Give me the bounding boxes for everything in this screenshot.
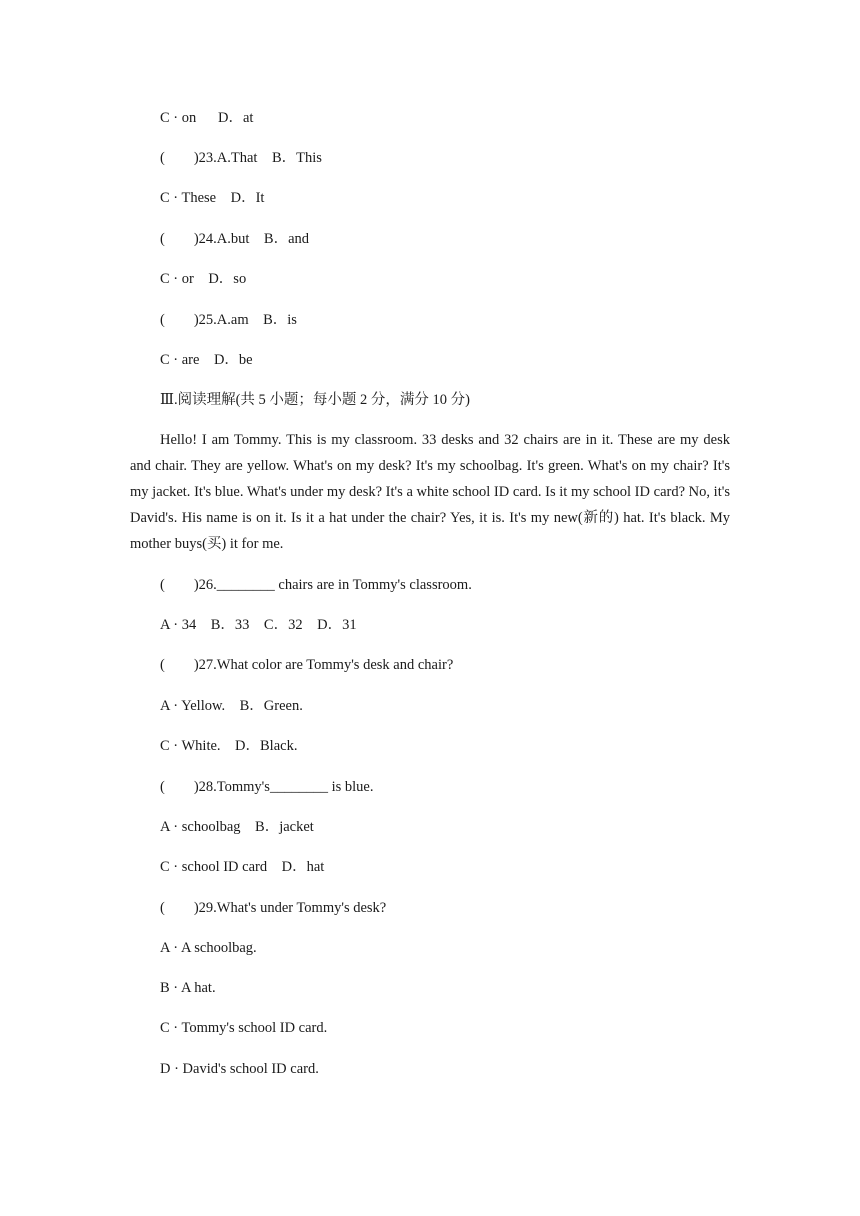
option-line-24cd: C · or D．so	[160, 271, 247, 287]
option-line-23cd: C · These D．It	[160, 190, 265, 206]
options-28-ab: A · schoolbag B．jacket	[160, 819, 314, 835]
reading-passage: Hello! I am Tommy. This is my classroom. 33 desks and 32 chairs are in it. These are my desk and chair. They are yellow. What's on my desk? It's my schoolbag. It's green. What's on my chair? It's my jacket. It's blue. What's under my desk? It's a white school ID card. Is it my school ID card? No, it's David's. His name is on it. Is it a hat under the chair? Yes, it is. It's my new(新的) hat. It's black. My mother buys(买) it for me.	[130, 432, 730, 552]
option-line-25cd: C · are D．be	[160, 352, 253, 368]
option-29-c: C · Tommy's school ID card.	[160, 1020, 328, 1036]
options-26: A · 34 B．33 C．32 D．31	[160, 617, 357, 633]
question-23: ( )23.A.That B．This	[160, 150, 322, 166]
question-26: ( )26.________ chairs are in Tommy's classroom.	[160, 577, 472, 593]
question-27: ( )27.What color are Tommy's desk and chair?	[160, 657, 454, 673]
question-24: ( )24.A.but B．and	[160, 231, 310, 247]
section-heading-reading: Ⅲ.阅读理解(共 5 小题；每小题 2 分，满分 10 分)	[160, 392, 471, 408]
question-25: ( )25.A.am B．is	[160, 312, 297, 328]
question-29: ( )29.What's under Tommy's desk?	[160, 900, 387, 916]
option-29-d: D · David's school ID card.	[160, 1061, 319, 1077]
option-29-a: A · A schoolbag.	[160, 940, 257, 956]
question-28: ( )28.Tommy's________ is blue.	[160, 779, 374, 795]
option-line-22cd: C · on D．at	[160, 110, 254, 126]
options-27-cd: C · White. D．Black.	[160, 738, 298, 754]
options-28-cd: C · school ID card D．hat	[160, 859, 325, 875]
option-29-b: B · A hat.	[160, 980, 216, 996]
options-27-ab: A · Yellow. B．Green.	[160, 698, 303, 714]
